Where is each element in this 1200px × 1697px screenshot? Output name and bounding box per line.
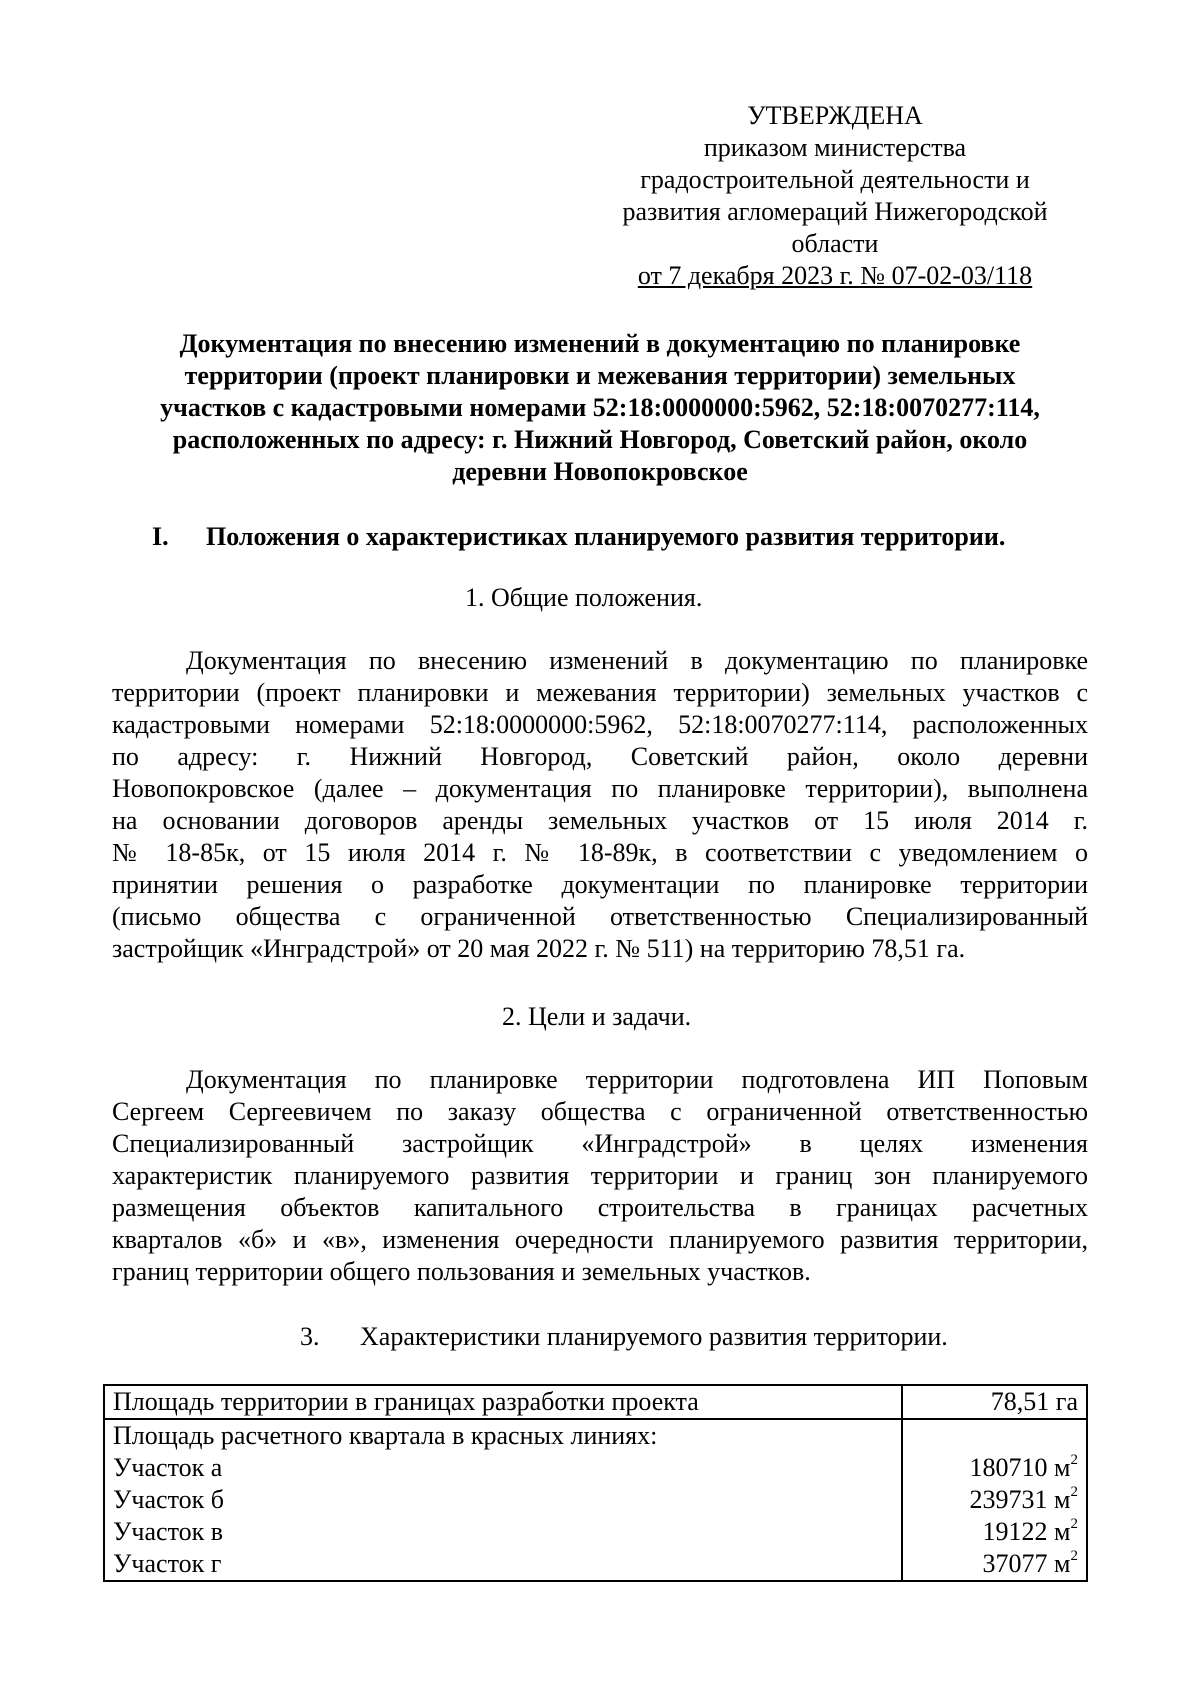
plot-label: Участок а bbox=[113, 1453, 223, 1482]
paragraph-line: кадастровыми номерами 52:18:0000000:5962, 52:18:0070277:114, расположенных bbox=[112, 710, 1088, 739]
table-cell-label bbox=[104, 1419, 902, 1581]
document-title bbox=[112, 328, 1088, 488]
approval-line: развития агломераций Нижегородской bbox=[622, 197, 1048, 226]
paragraph-line: Сергеем Сергеевичем по заказу общества с ограниченной ответственностью bbox=[112, 1097, 1088, 1126]
title-line: расположенных по адресу: г. Нижний Новгород, Советский район, около bbox=[172, 425, 1028, 454]
section-heading bbox=[152, 522, 1005, 552]
section-number: I. bbox=[152, 522, 169, 551]
paragraph-general bbox=[112, 645, 1088, 965]
characteristics-table bbox=[103, 1384, 1088, 1582]
paragraph-line: характеристик планируемого развития территории и границ зон планируемого bbox=[112, 1161, 1088, 1190]
approval-line: градостроительной деятельности и bbox=[640, 165, 1030, 194]
paragraph-goals bbox=[112, 1064, 1088, 1288]
section-title: Положения о характеристиках планируемого развития территории. bbox=[206, 522, 1006, 551]
table-cell-label: Площадь территории в границах разработки проекта bbox=[104, 1385, 902, 1419]
paragraph-line: по адресу: г. Нижний Новгород, Советский район, около деревни bbox=[112, 742, 1088, 771]
paragraph-line: № 18-85к, от 15 июля 2014 г. № 18-89к, в соответствии с уведомлением о bbox=[112, 838, 1088, 867]
plot-area: 239731 $м^2$ bbox=[969, 1484, 1078, 1514]
title-line: Документация по внесению изменений в документацию по планировке bbox=[179, 329, 1021, 358]
subsection-heading-general: 1. Общие положения. bbox=[465, 583, 703, 612]
approval-heading: УТВЕРЖДЕНА bbox=[747, 101, 923, 130]
subsection-heading-characteristics bbox=[300, 1322, 948, 1352]
paragraph-line: застройщик «Инградстрой» от 20 мая 2022 г. № 511) на территорию 78,51 га. bbox=[112, 934, 966, 963]
paragraph-line: территории (проект планировки и межевания территории) земельных участков с bbox=[112, 678, 1088, 707]
paragraph-line: размещения объектов капитального строительства в границах расчетных bbox=[112, 1193, 1088, 1222]
plot-area: 19122 $м^2$ bbox=[982, 1516, 1078, 1546]
paragraph-line: Новопокровское (далее – документация по планировке территории), выполнена bbox=[112, 774, 1088, 803]
plot-area: 37077 $м^2$ bbox=[982, 1548, 1078, 1578]
paragraph-line: границ территории общего пользования и земельных участков. bbox=[112, 1257, 811, 1286]
title-line: территории (проект планировки и межевания территории) земельных bbox=[184, 361, 1016, 390]
paragraph-line: (письмо общества с ограниченной ответственностью Специализированный bbox=[112, 902, 1088, 931]
title-line: участков с кадастровыми номерами 52:18:0000000:5962, 52:18:0070277:114, bbox=[160, 393, 1040, 422]
subsection-heading-goals: 2. Цели и задачи. bbox=[502, 1002, 692, 1031]
approval-line: области bbox=[791, 229, 879, 258]
paragraph-line: кварталов «б» и «в», изменения очередности планируемого развития территории, bbox=[112, 1225, 1088, 1254]
table-group-label: Площадь расчетного квартала в красных линиях: bbox=[113, 1421, 658, 1450]
plot-area: 180710 $м^2$ bbox=[969, 1452, 1078, 1482]
table-cell-value bbox=[902, 1419, 1087, 1581]
subsection-title: Характеристики планируемого развития территории. bbox=[360, 1322, 948, 1351]
subsection-number: 3. bbox=[300, 1322, 320, 1351]
table-cell-value: 78,51 га bbox=[902, 1385, 1087, 1419]
table-row bbox=[104, 1419, 1087, 1581]
paragraph-line: Специализированный застройщик «Инградстрой» в целях изменения bbox=[112, 1129, 1088, 1158]
plot-label: Участок б bbox=[113, 1485, 224, 1514]
approval-order-date: от 7 декабря 2023 г. № 07-02-03/118 bbox=[637, 261, 1033, 290]
plot-label: Участок г bbox=[113, 1549, 222, 1578]
paragraph-line: Документация по планировке территории подготовлена ИП Поповым bbox=[186, 1065, 1088, 1094]
approval-stamp bbox=[600, 100, 1070, 292]
title-line: деревни Новопокровское bbox=[452, 457, 748, 486]
plot-label: Участок в bbox=[113, 1517, 223, 1546]
paragraph-line: на основании договоров аренды земельных участков от 15 июля 2014 г. bbox=[112, 806, 1088, 835]
paragraph-line: Документация по внесению изменений в документацию по планировке bbox=[186, 646, 1088, 675]
table-row bbox=[104, 1385, 1087, 1419]
paragraph-line: принятии решения о разработке документации по планировке территории bbox=[112, 870, 1088, 899]
spacer bbox=[911, 1420, 1078, 1452]
approval-line: приказом министерства bbox=[703, 133, 967, 162]
